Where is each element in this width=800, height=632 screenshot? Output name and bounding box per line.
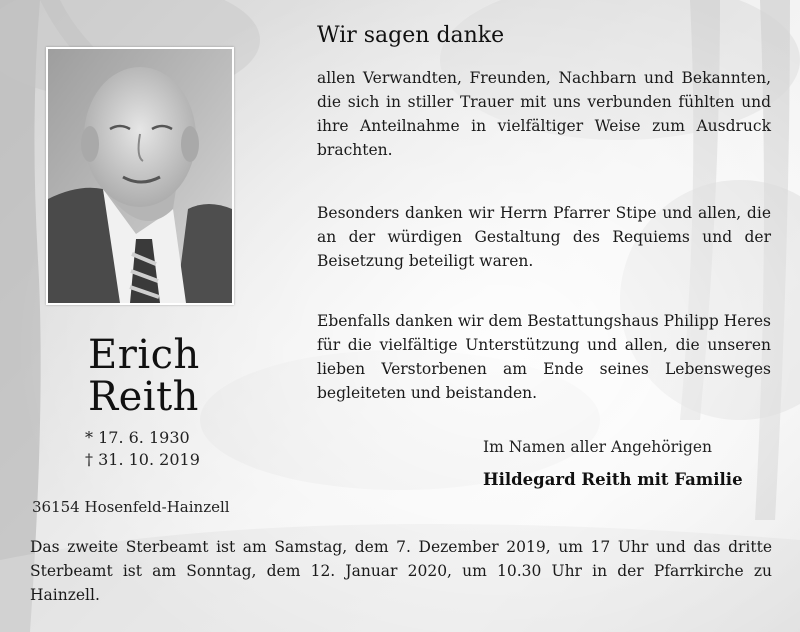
- thanks-heading: Wir sagen danke: [317, 23, 505, 48]
- life-dates: [85, 427, 200, 471]
- first-name: Erich: [88, 332, 200, 378]
- thanks-paragraph-3: Ebenfalls danken wir dem Bestattungshaus Philipp Heres für die vielfältige Unterstützung und allen, die unseren lieben Verstorbenen am Ende seines Lebensweges begleiteten und beistanden.: [317, 312, 771, 402]
- birth-date: * 17. 6. 1930: [85, 428, 190, 447]
- thanks-paragraph-2: Besonders danken wir Herrn Pfarrer Stipe und allen, die an der würdigen Gestaltung des Requiems und der Beisetzung beteiligt waren.: [317, 204, 771, 270]
- closing-line: Im Namen aller Angehörigen: [483, 438, 713, 456]
- signature: Hildegard Reith mit Familie: [483, 470, 743, 489]
- address: 36154 Hosenfeld-Hainzell: [32, 498, 230, 516]
- death-date: † 31. 10. 2019: [85, 450, 200, 469]
- portrait-photo: [48, 49, 232, 303]
- memorial-mass-note: Das zweite Sterbeamt ist am Samstag, dem 7. Dezember 2019, um 17 Uhr und das dritte Sterbeamt ist am Sonntag, dem 12. Januar 2020, um 10.30 Uhr in der Pfarrkirche zu Hainzell.: [30, 538, 772, 604]
- portrait-frame: [46, 47, 234, 305]
- last-name: Reith: [88, 374, 199, 420]
- thanks-paragraph-1: allen Verwandten, Freunden, Nachbarn und Bekannten, die sich in stiller Trauer mit uns verbunden fühlten und ihre Anteilnahme in vielfältiger Weise zum Ausdruck brachten.: [317, 69, 771, 159]
- deceased-name: [88, 334, 200, 418]
